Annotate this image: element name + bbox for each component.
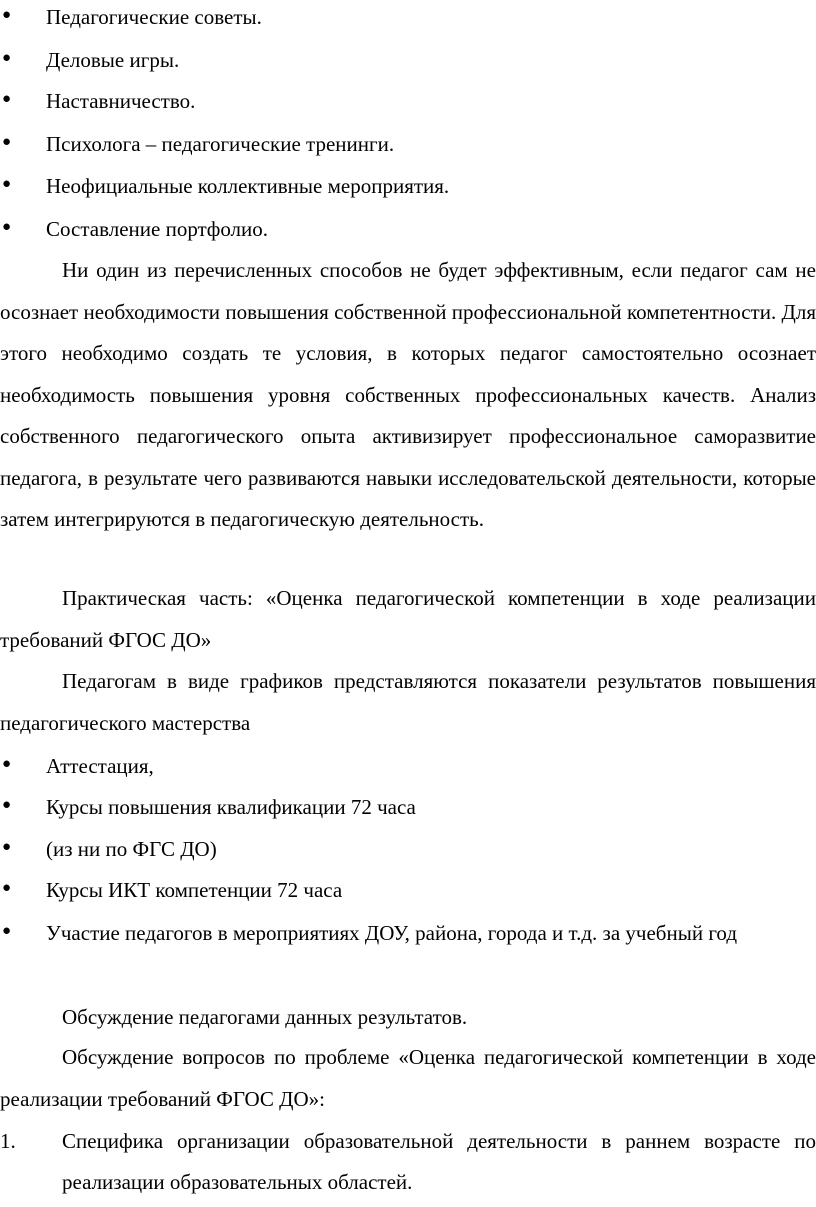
list-item-text: Педагогические советы. — [46, 5, 262, 29]
list-item — [0, 39, 816, 81]
list-item-text: Участие педагогов в мероприятиях ДОУ, района, города и т.д. за учебный год — [46, 921, 738, 945]
numbered-list-item — [0, 1121, 816, 1203]
paragraph-main: Ни один из перечисленных способов не будет эффективным, если педагог сам не осознает необходимости повышения собственной профессиональной компетентности. Для этого необходимо создать те условия, в которых педагог самостоятельно осознает необходимость повышения уровня собственных профессиональных качеств. Анализ собственного педагогического опыта активизирует профессиональное саморазвитие педагога, в результате чего развиваются навыки исследовательской деятельности, которые затем интегрируются в педагогическую деятельность. — [0, 258, 816, 531]
list-item-text: Составление портфолио. — [46, 217, 269, 241]
list-item-text: (из ни по ФГС ДО) — [46, 837, 217, 861]
list-item — [0, 828, 816, 870]
paragraph-discussion-questions: Обсуждение вопросов по проблеме «Оценка педагогической компетенции в ходе реализации требований ФГОС ДО»: — [0, 1045, 816, 1111]
bullet-icon: ● — [2, 176, 12, 192]
list-item-number: 1. — [0, 1129, 16, 1153]
list-item — [0, 165, 816, 207]
list-item-text: Неофициальные коллективные мероприятия. — [46, 174, 450, 198]
list-item-text: Наставничество. — [46, 89, 196, 113]
bullet-icon: ● — [2, 219, 12, 235]
bullet-icon: ● — [2, 797, 12, 813]
bullet-icon: ● — [2, 756, 12, 772]
list-item-text: Психолога – педагогические тренинги. — [46, 132, 395, 156]
list-item — [0, 0, 816, 38]
list-item — [0, 80, 816, 122]
bullet-icon: ● — [2, 923, 12, 939]
list-item — [0, 208, 816, 250]
list-item — [0, 912, 816, 954]
list-item — [0, 123, 816, 165]
list-item-text: Аттестация, — [46, 754, 154, 778]
list-item-text: Деловые игры. — [46, 48, 180, 72]
bullet-icon: ● — [2, 880, 12, 896]
discussion-results-line: Обсуждение педагогами данных результатов. — [62, 1005, 468, 1029]
bullet-icon: ● — [2, 839, 12, 855]
list-item — [0, 745, 816, 787]
bullet-icon: ● — [2, 91, 12, 107]
bullet-icon: ● — [2, 50, 12, 66]
list-item — [0, 869, 816, 911]
paragraph-graphs: Педагогам в виде графиков представляются показатели результатов повышения педагогического мастерства — [0, 669, 816, 735]
list-item-text: Курсы повышения квалификации 72 часа — [46, 795, 416, 819]
paragraph-practical: Практическая часть: «Оценка педагогической компетенции в ходе реализации требований ФГОС ДО» — [0, 586, 816, 652]
list-item-text: Специфика организации образовательной деятельности в раннем возрасте по реализации образовательных областей. — [62, 1129, 816, 1194]
list-item-text: Курсы ИКТ компетенции 72 часа — [46, 878, 343, 902]
list-item — [0, 786, 816, 828]
bullet-icon: ● — [2, 7, 12, 23]
bullet-icon: ● — [2, 134, 12, 150]
